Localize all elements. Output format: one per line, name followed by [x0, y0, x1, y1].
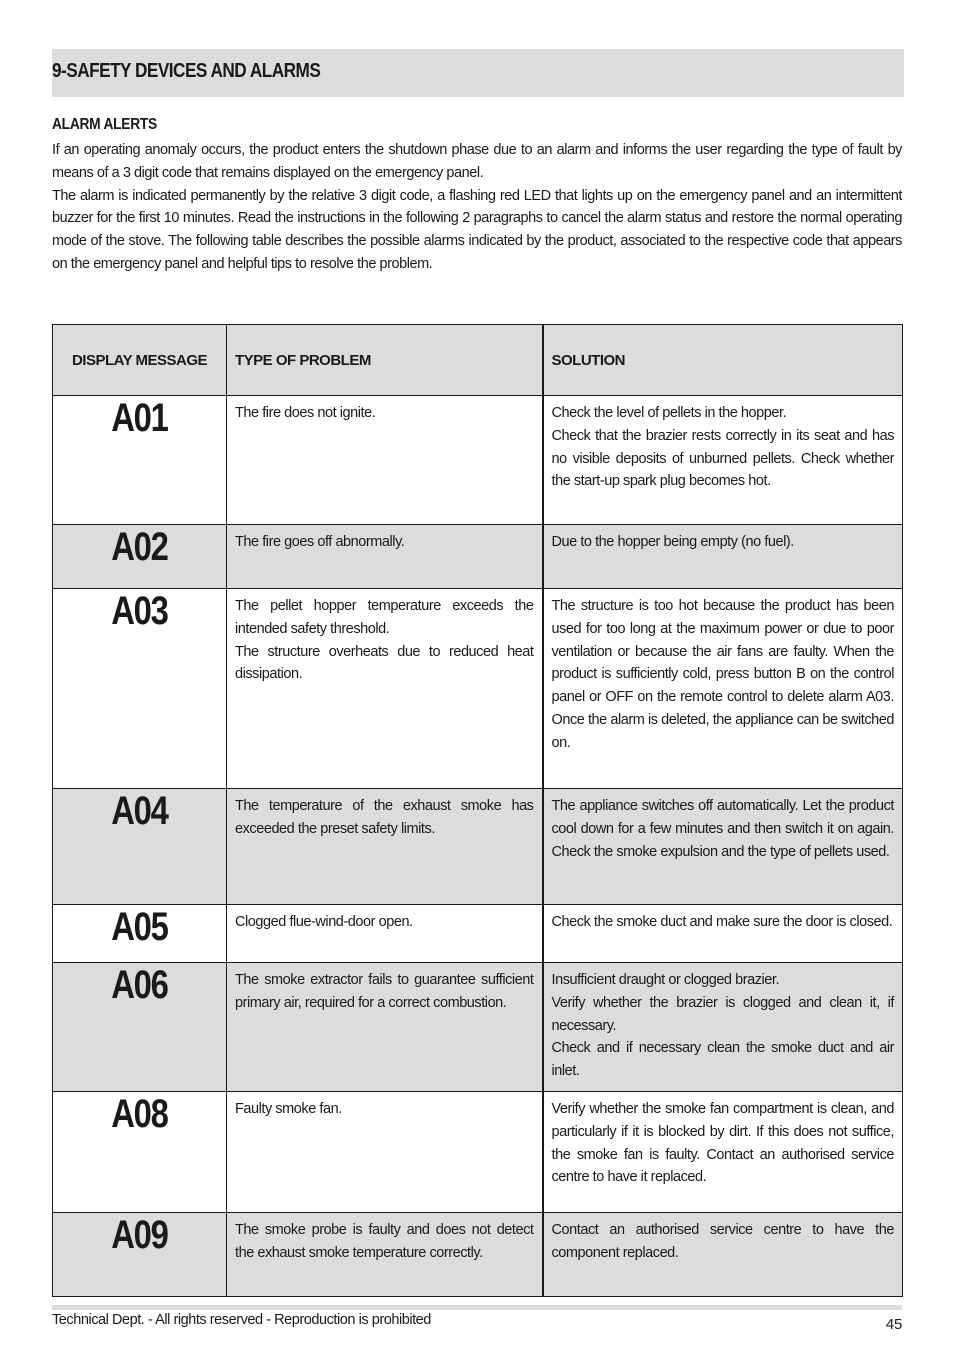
- alarm-code-text: A09: [111, 1213, 168, 1257]
- intro-paragraph-2: The alarm is indicated permanently by the relative 3 digit code, a flashing red LED that lights up on the emergency panel and an intermittent buzzer for the first 10 minutes. Read the instructions in the following 2 paragraphs to cancel the alarm status and restore the normal operating mode of the stove. The following table describes the possible alarms indicated by the product, associated to the respective code that appears on the emergency panel and helpful tips to resolve the problem.: [52, 187, 902, 272]
- alarm-row-a02: [53, 525, 903, 589]
- footer-divider: [52, 1305, 902, 1310]
- alarm-code-text: A08: [111, 1092, 168, 1136]
- alarm-code: [53, 525, 227, 589]
- alarm-code: [53, 963, 227, 1092]
- alarm-row-a04: [53, 789, 903, 905]
- alarm-code: [53, 589, 227, 789]
- alarm-problem: The fire goes off abnormally.: [227, 525, 543, 589]
- alarm-solution: Check the level of pellets in the hopper. Check that the brazier rests correctly in its seat and has no visible deposits of unburned pellets. Check whether the start-up spark plug becomes hot.: [543, 396, 903, 525]
- alarm-problem: Faulty smoke fan.: [227, 1092, 543, 1213]
- header-display-message: DISPLAY MESSAGE: [53, 325, 227, 396]
- alarm-code: [53, 396, 227, 525]
- alarm-problem: The fire does not ignite.: [227, 396, 543, 525]
- alarm-problem: The smoke extractor fails to guarantee sufficient primary air, required for a correct combustion.: [227, 963, 543, 1092]
- alarm-alerts-heading: ALARM ALERTS: [52, 116, 157, 133]
- alarm-code-text: A05: [111, 905, 168, 949]
- alarm-code: [53, 789, 227, 905]
- page-number: 45: [885, 1316, 902, 1333]
- alarm-solution: Insufficient draught or clogged brazier. Verify whether the brazier is clogged and clean it, if necessary. Check and if necessary clean the smoke duct and air inlet.: [543, 963, 903, 1092]
- alarm-solution: Check the smoke duct and make sure the door is closed.: [543, 905, 903, 963]
- alarm-solution: The structure is too hot because the product has been used for too long at the maximum power or due to poor ventilation or because the air fans are faulty. When the product is sufficiently cold, press button B on the control panel or OFF on the remote control to delete alarm A03. Once the alarm is deleted, the appliance can be switched on.: [543, 589, 903, 789]
- footer-copyright: Technical Dept. - All rights reserved - Reproduction is prohibited: [52, 1312, 431, 1328]
- alarm-problem: The pellet hopper temperature exceeds the intended safety threshold. The structure overheats due to reduced heat dissipation.: [227, 589, 543, 789]
- alarm-code: [53, 905, 227, 963]
- header-solution: SOLUTION: [543, 325, 903, 396]
- alarm-code-text: A06: [111, 963, 168, 1007]
- alarm-code-text: A02: [111, 525, 168, 569]
- alarm-solution: Verify whether the smoke fan compartment is clean, and particularly if it is blocked by dirt. If this does not suffice, the smoke fan is faulty. Contact an authorised service centre to have it replaced.: [543, 1092, 903, 1213]
- intro-paragraph-1: If an operating anomaly occurs, the product enters the shutdown phase due to an alarm and informs the user regarding the type of fault by means of a 3 digit code that remains displayed on the emergency panel.: [52, 142, 902, 181]
- alarm-alerts-intro: [52, 139, 902, 276]
- alarm-row-a06: [53, 963, 903, 1092]
- alarm-code: [53, 1092, 227, 1213]
- alarm-table: [52, 324, 903, 1297]
- alarm-code-text: A01: [111, 396, 168, 440]
- section-title: 9-SAFETY DEVICES AND ALARMS: [52, 60, 321, 82]
- header-type-of-problem: TYPE OF PROBLEM: [227, 325, 543, 396]
- section-header-bar: [52, 49, 904, 97]
- alarm-solution: Due to the hopper being empty (no fuel).: [543, 525, 903, 589]
- alarm-problem: Clogged flue-wind-door open.: [227, 905, 543, 963]
- alarm-solution: Contact an authorised service centre to have the component replaced.: [543, 1213, 903, 1297]
- alarm-row-a05: [53, 905, 903, 963]
- alarm-problem: The temperature of the exhaust smoke has exceeded the preset safety limits.: [227, 789, 543, 905]
- alarm-code: [53, 1213, 227, 1297]
- alarm-row-a09: [53, 1213, 903, 1297]
- alarm-problem: The smoke probe is faulty and does not detect the exhaust smoke temperature correctly.: [227, 1213, 543, 1297]
- alarm-code-text: A04: [111, 789, 168, 833]
- alarm-solution: The appliance switches off automatically. Let the product cool down for a few minutes and then switch it on again. Check the smoke expulsion and the type of pellets used.: [543, 789, 903, 905]
- alarm-row-a08: [53, 1092, 903, 1213]
- alarm-code-text: A03: [111, 589, 168, 633]
- alarm-row-a03: [53, 589, 903, 789]
- alarm-table-header-row: [53, 325, 903, 396]
- alarm-row-a01: [53, 396, 903, 525]
